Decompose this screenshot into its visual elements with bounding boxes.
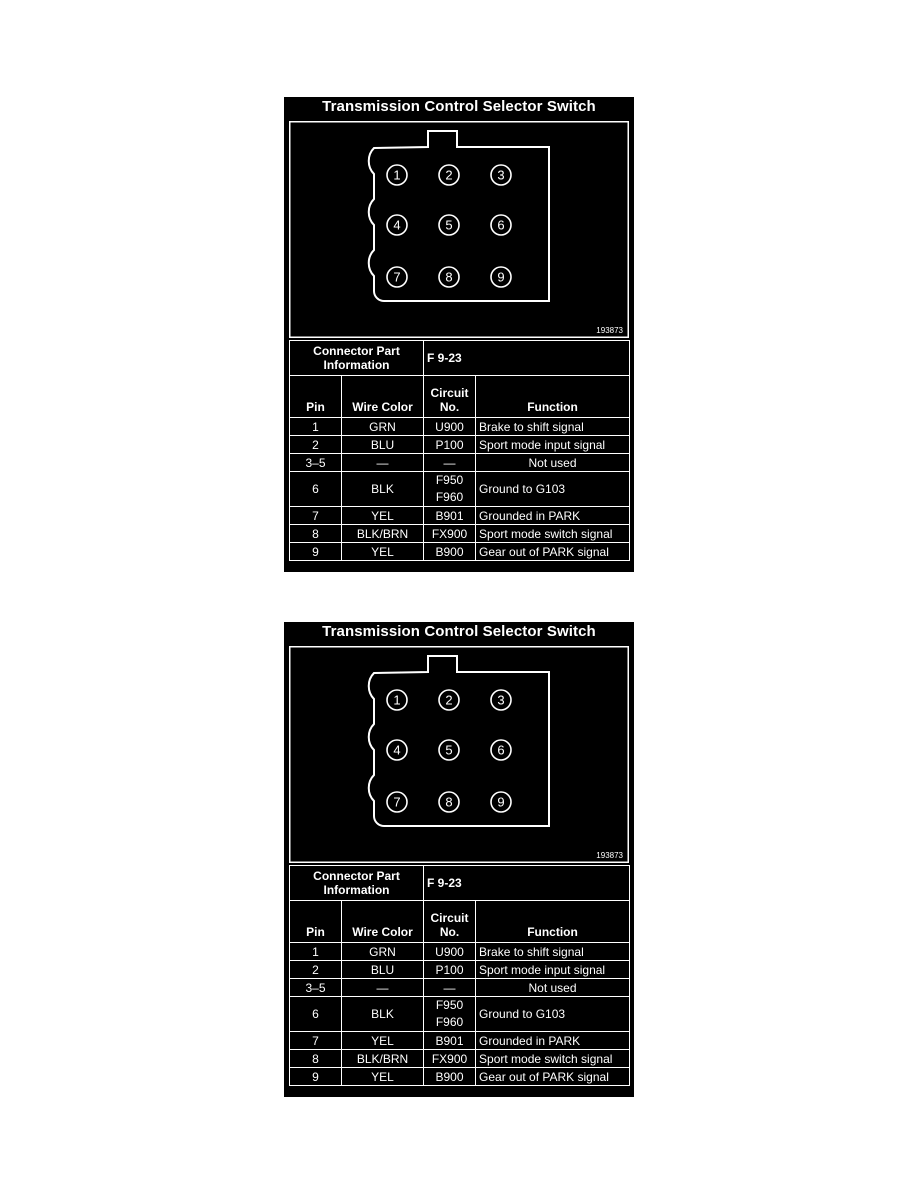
figure-number: 193873 [596,851,623,860]
table-row [290,418,630,436]
pin-number: 7 [393,794,401,810]
pin-number: 5 [445,742,453,758]
connector-info-row [290,866,630,901]
pin-number: 8 [445,794,453,810]
wire-color-cell: BLK/BRN [342,525,424,543]
pinout-table [289,865,630,1086]
function-cell: Sport mode switch signal [476,525,630,543]
figure-title: Transmission Control Selector Switch [322,623,596,640]
pin-number: 1 [393,692,401,708]
function-cell: Grounded in PARK [476,507,630,525]
connector-figure [284,622,634,1097]
circuit-number: F950 [435,998,464,1012]
header-wire-color: Wire Color [342,901,424,943]
connector-info-value: F 9-23 [424,341,630,376]
function-cell: Not used [476,979,630,997]
circuit-cell: — [424,454,476,472]
connector-face-drawing [289,121,629,338]
circuit-cell: — [424,979,476,997]
pin-number: 7 [393,269,401,285]
pin-number: 8 [445,269,453,285]
connector-diagram [289,646,629,863]
wire-color-cell: YEL [342,1068,424,1086]
wire-color-cell: BLK [342,472,424,507]
circuit-cell: P100 [424,961,476,979]
pin-cell: 1 [290,943,342,961]
circuit-number: F960 [435,1015,464,1029]
header-pin: Pin [290,376,342,418]
table-row [290,997,630,1032]
table-row [290,436,630,454]
circuit-cell: P100 [424,436,476,454]
function-cell: Ground to G103 [476,997,630,1032]
pin-cell: 9 [290,543,342,561]
table-row [290,472,630,507]
circuit-cell: B901 [424,507,476,525]
figure-number: 193873 [596,326,623,335]
wire-color-cell: BLK/BRN [342,1050,424,1068]
pin-number: 2 [445,167,453,183]
wire-color-cell: BLK [342,997,424,1032]
connector-figure [284,97,634,572]
table-row [290,454,630,472]
header-pin: Pin [290,901,342,943]
pin-cell: 8 [290,525,342,543]
header-function: Function [476,901,630,943]
circuit-number: F960 [435,490,464,504]
pin-cell: 7 [290,1032,342,1050]
header-circuit: Circuit No. [424,376,476,418]
circuit-cell: U900 [424,943,476,961]
wire-color-cell: — [342,454,424,472]
function-cell: Grounded in PARK [476,1032,630,1050]
diagram-frame [290,647,629,863]
header-function: Function [476,376,630,418]
table-header-row [290,376,630,418]
wire-color-cell: YEL [342,507,424,525]
diagram-frame [290,122,629,338]
table-row [290,525,630,543]
function-cell: Gear out of PARK signal [476,543,630,561]
circuit-cell: U900 [424,418,476,436]
circuit-cell: B900 [424,1068,476,1086]
wire-color-cell: BLU [342,436,424,454]
connector-face-drawing [289,646,629,863]
connector-info-row [290,341,630,376]
pin-cell: 3–5 [290,979,342,997]
pin-cell: 6 [290,997,342,1032]
wire-color-cell: YEL [342,543,424,561]
table-row [290,1068,630,1086]
pin-number: 3 [497,692,505,708]
pin-cell: 2 [290,436,342,454]
pin-cell: 9 [290,1068,342,1086]
function-cell: Brake to shift signal [476,943,630,961]
function-cell: Not used [476,454,630,472]
circuit-cell: B900 [424,543,476,561]
wire-color-cell: YEL [342,1032,424,1050]
figure-title: Transmission Control Selector Switch [322,98,596,115]
table-row [290,1032,630,1050]
header-circuit: Circuit No. [424,901,476,943]
pin-cell: 6 [290,472,342,507]
function-cell: Sport mode switch signal [476,1050,630,1068]
pin-number: 6 [497,217,505,233]
pin-number: 4 [393,217,401,233]
pin-number: 9 [497,794,505,810]
pin-number: 6 [497,742,505,758]
connector-info-label: Connector Part Information [290,866,424,901]
wire-color-cell: — [342,979,424,997]
table-row [290,943,630,961]
wire-color-cell: GRN [342,943,424,961]
connector-info-label: Connector Part Information [290,341,424,376]
table-header-row [290,901,630,943]
connector-info-value: F 9-23 [424,866,630,901]
circuit-cell [424,472,476,507]
table-row [290,979,630,997]
function-cell: Ground to G103 [476,472,630,507]
circuit-cell [424,997,476,1032]
pinout-table [289,340,630,561]
pin-cell: 1 [290,418,342,436]
pin-number: 4 [393,742,401,758]
circuit-cell: FX900 [424,525,476,543]
table-row [290,543,630,561]
pin-number: 2 [445,692,453,708]
circuit-number: F950 [435,473,464,487]
pin-cell: 2 [290,961,342,979]
circuit-cell: FX900 [424,1050,476,1068]
pin-cell: 3–5 [290,454,342,472]
function-cell: Sport mode input signal [476,436,630,454]
wire-color-cell: BLU [342,961,424,979]
function-cell: Gear out of PARK signal [476,1068,630,1086]
header-wire-color: Wire Color [342,376,424,418]
function-cell: Sport mode input signal [476,961,630,979]
function-cell: Brake to shift signal [476,418,630,436]
circuit-cell: B901 [424,1032,476,1050]
table-row [290,961,630,979]
pin-number: 1 [393,167,401,183]
table-row [290,507,630,525]
pin-cell: 8 [290,1050,342,1068]
table-row [290,1050,630,1068]
connector-diagram [289,121,629,338]
pin-cell: 7 [290,507,342,525]
pin-number: 5 [445,217,453,233]
pin-number: 3 [497,167,505,183]
pin-number: 9 [497,269,505,285]
wire-color-cell: GRN [342,418,424,436]
